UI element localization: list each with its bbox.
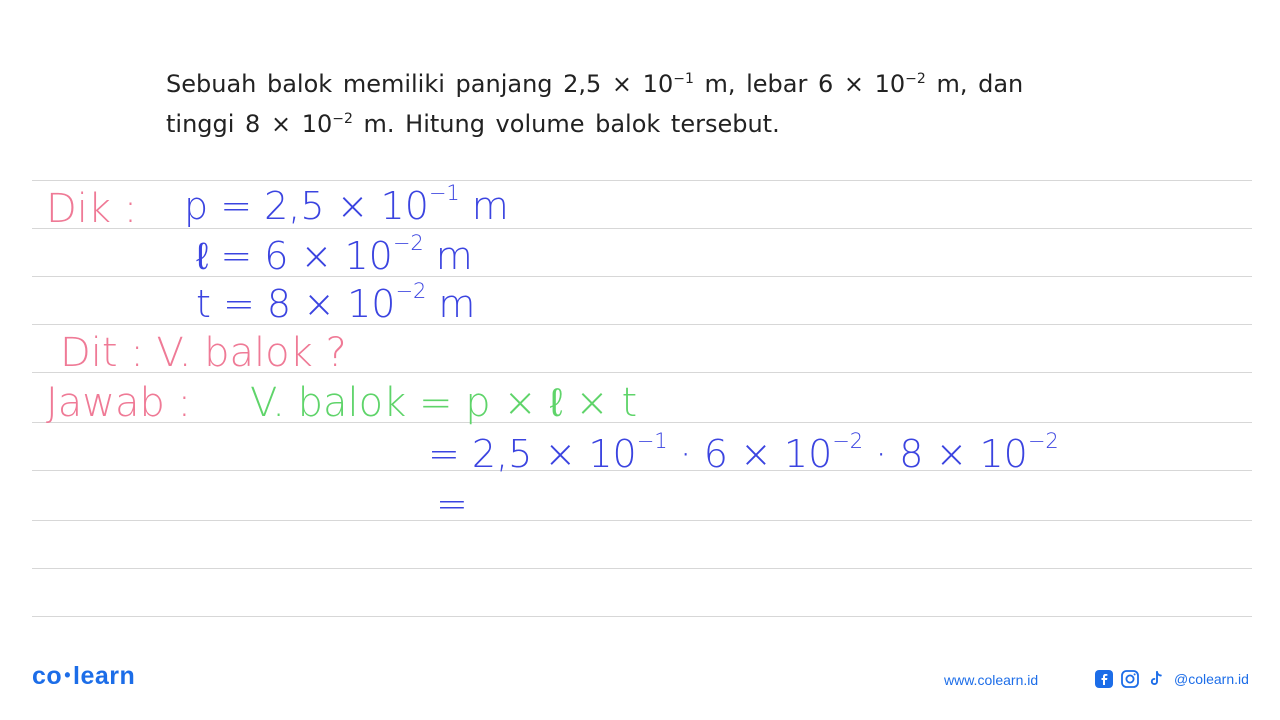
instagram-icon[interactable] <box>1120 669 1140 689</box>
lebar-given: ℓ = $6 \times 10^{-2}$ m <box>196 231 473 278</box>
facebook-icon[interactable] <box>1094 669 1114 689</box>
volume-formula: V. balok = p × ℓ × t <box>250 380 638 426</box>
result-step: = <box>436 482 468 526</box>
panjang-given: $p = 2,5 \times 10^{-1}$ m <box>184 181 509 228</box>
dik-label: Dik : <box>46 186 138 232</box>
jawab-label: Jawab : <box>46 380 192 426</box>
ruled-line <box>32 616 1252 617</box>
question-line-2: tinggi $8 \times 10^{-2}$ m. Hitung volume balok tersebut. <box>166 110 780 138</box>
ruled-line <box>32 228 1252 229</box>
question-text <box>166 64 1096 144</box>
ruled-line <box>32 180 1252 181</box>
tiktok-icon[interactable] <box>1146 669 1166 689</box>
tinggi-given: $t = 8 \times 10^{-2}$ m <box>196 279 476 326</box>
colearn-logo[interactable]: co •learn <box>32 662 136 690</box>
social-handle[interactable]: @colearn.id <box>1174 671 1249 687</box>
substitution-step: = $2,5 \times 10^{-1} \cdot 6 \times 10^{-2} \cdot 8 \times 10^{-2}$ <box>428 429 1059 476</box>
ruled-line <box>32 422 1252 423</box>
ruled-line <box>32 520 1252 521</box>
website-link[interactable]: www.colearn.id <box>944 672 1039 688</box>
social-links <box>1094 669 1249 689</box>
ruled-line <box>32 568 1252 569</box>
dit-label: Dit : V. balok ? <box>60 330 347 376</box>
question-line-1: Sebuah balok memiliki panjang $2,5 \times 10^{-1}$ m, lebar $6 \times 10^{-2}$ m, dan <box>166 70 1024 98</box>
